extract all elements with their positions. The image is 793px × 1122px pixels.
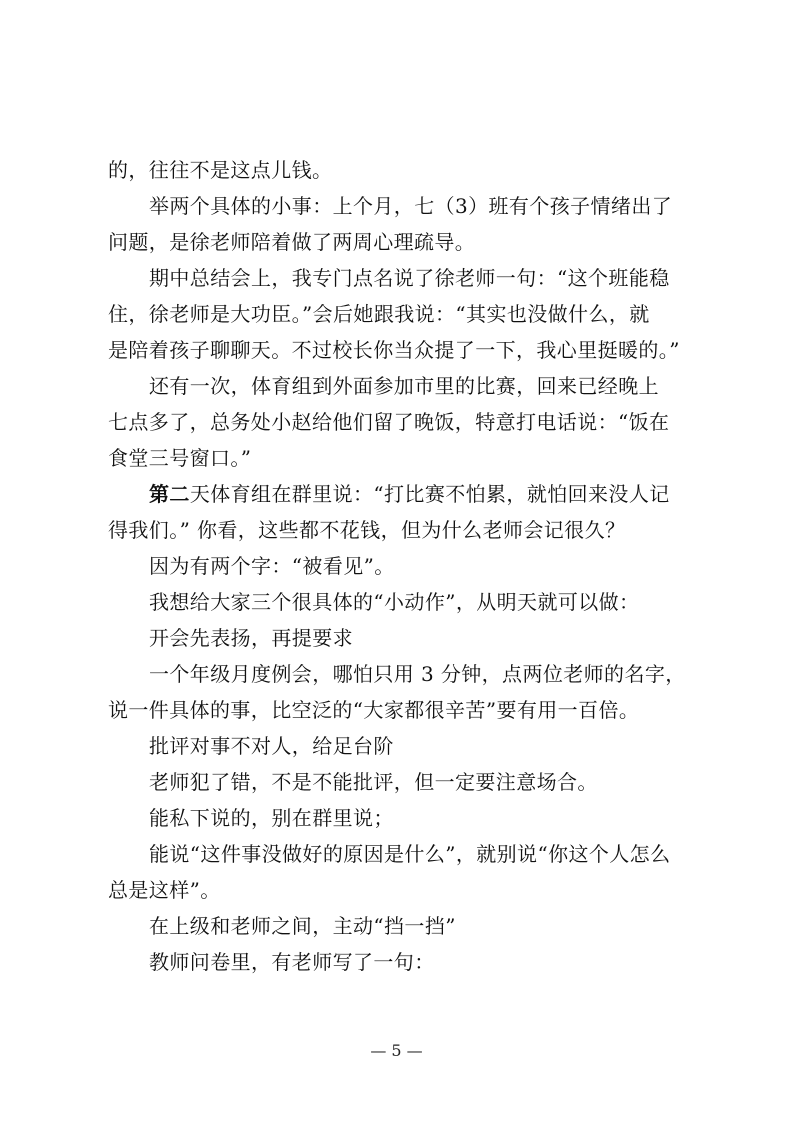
line-text: 批评对事不对人，给足台阶 xyxy=(149,734,394,758)
line-text: 总是这样”。 xyxy=(108,878,221,902)
text-line xyxy=(108,692,698,728)
line-text: 教师问卷里，有老师写了一句： xyxy=(149,950,435,974)
text-line xyxy=(108,728,698,764)
line-text: 因为有两个字：“被看见”。 xyxy=(149,554,395,578)
text-line xyxy=(108,620,698,656)
line-text: 问题，是徐老师陪着做了两周心理疏导。 xyxy=(108,230,476,254)
line-text: 的，往往不是这点儿钱。 xyxy=(108,158,333,182)
text-line xyxy=(108,800,698,836)
text-line xyxy=(108,368,698,404)
text-line xyxy=(108,332,698,368)
text-line xyxy=(108,152,698,188)
line-text: 是陪着孩子聊聊天。不过校长你当众提了一下，我心里挺暖的。” xyxy=(108,338,680,362)
line-text: 开会先表扬，再提要求 xyxy=(149,626,353,650)
line-text: 期中总结会上，我专门点名说了徐老师一句：“这个班能稳 xyxy=(149,266,670,290)
line-text: 老师犯了错，不是不能批评，但一定要注意场合。 xyxy=(149,770,598,794)
line-text: 在上级和老师之间，主动“挡一挡” xyxy=(149,914,456,938)
text-line xyxy=(108,548,698,584)
text-line xyxy=(108,404,698,440)
line-text: 天体育组在群里说：“打比赛不怕累，就怕回来没人记 xyxy=(189,482,670,506)
text-line xyxy=(108,260,698,296)
text-line xyxy=(108,584,698,620)
line-text: 说一件具体的事，比空泛的“大家都很辛苦”要有用一百倍。 xyxy=(108,698,640,722)
text-line xyxy=(108,872,698,908)
line-text: 能私下说的，别在群里说； xyxy=(149,806,394,830)
line-text: 我想给大家三个很具体的“小动作”，从明天就可以做： xyxy=(149,590,640,614)
text-line xyxy=(108,440,698,476)
text-line xyxy=(108,296,698,332)
line-text: 举两个具体的小事：上个月，七（3）班有个孩子情绪出了 xyxy=(149,194,673,218)
line-text: 得我们。” 你看，这些都不花钱，但为什么老师会记很久？ xyxy=(108,518,626,542)
bold-lead-text: 第二 xyxy=(149,482,190,506)
line-text: 能说“这件事没做好的原因是什么”，就别说“你这个人怎么 xyxy=(149,842,671,866)
text-line xyxy=(108,188,698,224)
document-body xyxy=(108,152,698,980)
text-line xyxy=(108,656,698,692)
line-text: 一个年级月度例会，哪怕只用 3 分钟，点两位老师的名字， xyxy=(149,662,686,686)
page-number: — 5 — xyxy=(370,1041,423,1060)
line-text: 七点多了，总务处小赵给他们留了晚饭，特意打电话说：“饭在 xyxy=(108,410,670,434)
text-line xyxy=(108,512,698,548)
text-line xyxy=(108,908,698,944)
text-line xyxy=(108,764,698,800)
line-text: 食堂三号窗口。” xyxy=(108,446,252,470)
text-line xyxy=(108,944,698,980)
text-line xyxy=(108,476,698,512)
line-text: 住，徐老师是大功臣。”会后她跟我说：“其实也没做什么，就 xyxy=(108,302,650,326)
text-line xyxy=(108,224,698,260)
line-text: 还有一次，体育组到外面参加市里的比赛，回来已经晚上 xyxy=(149,374,659,398)
text-line xyxy=(108,836,698,872)
